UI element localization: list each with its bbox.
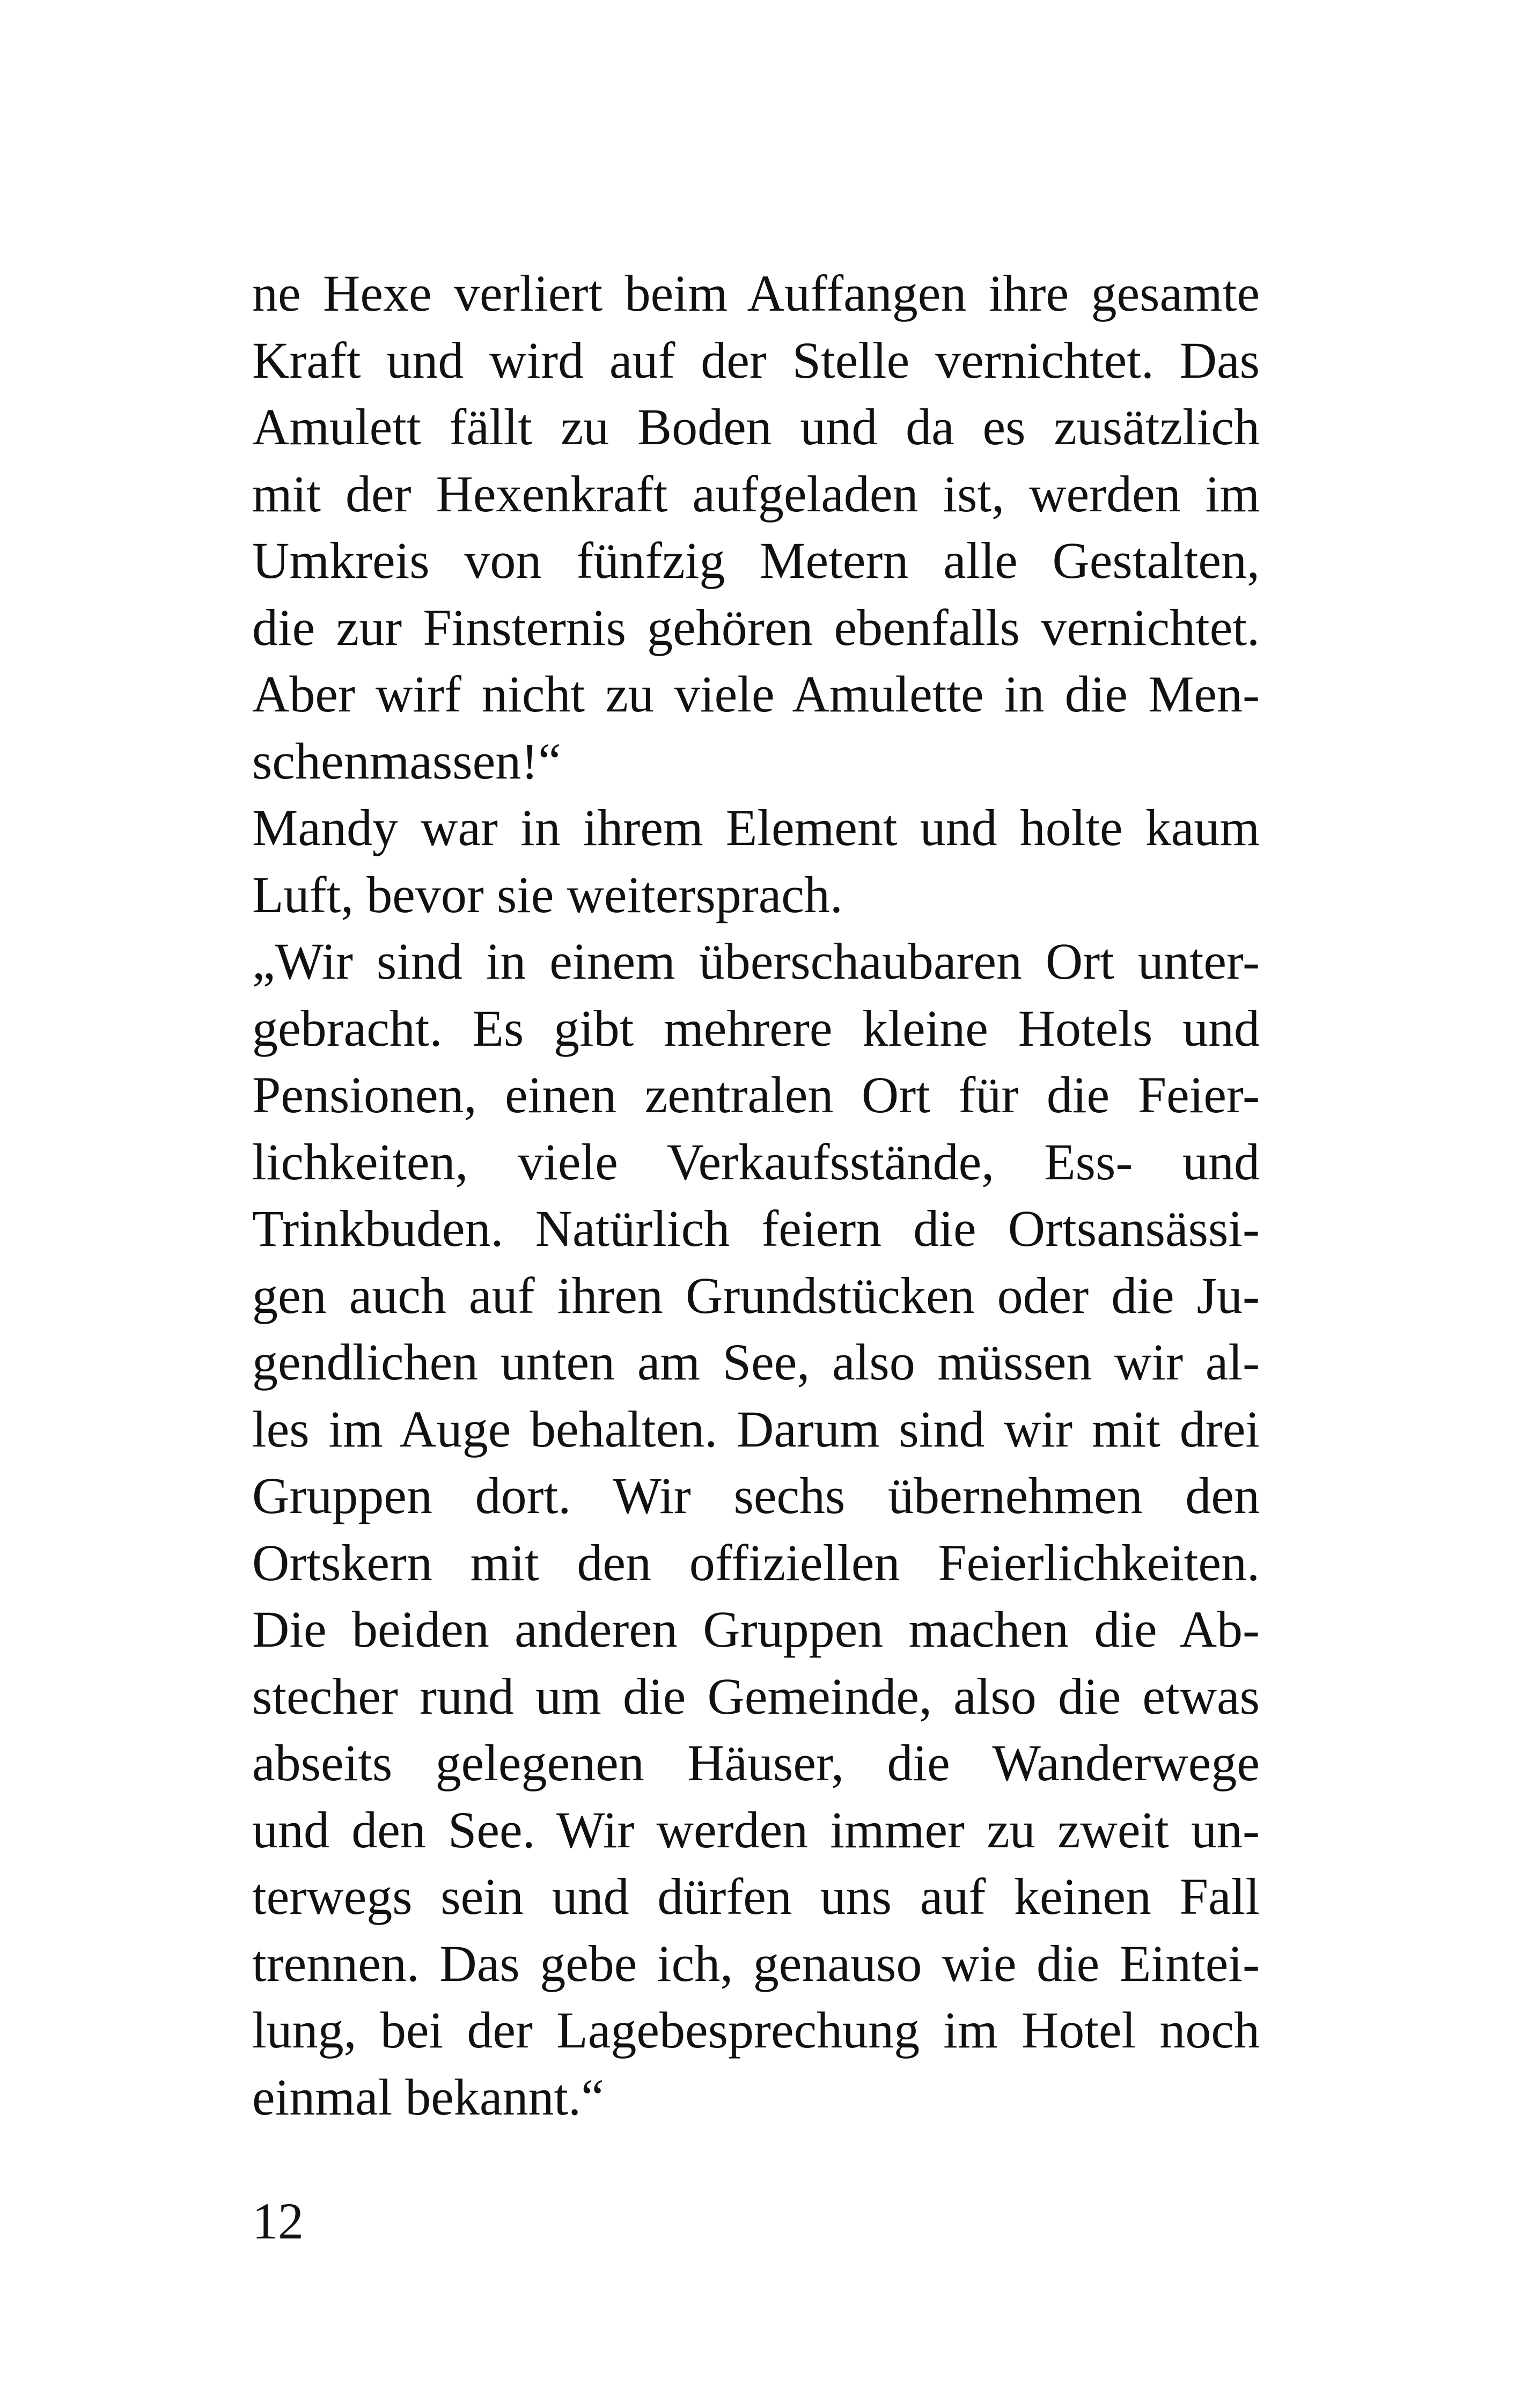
text-line: Trinkbuden. Natürlich feiern die Ortsansässi- — [252, 1200, 1260, 1257]
text-line: gebracht. Es gibt mehrere kleine Hotels und — [252, 999, 1260, 1057]
text-line: die zur Finsternis gehören ebenfalls vernichtet. — [252, 598, 1260, 656]
text-line: stecher rund um die Gemeinde, also die etwas — [252, 1667, 1260, 1725]
text-line: Aber wirf nicht zu viele Amulette in die Men- — [252, 665, 1260, 723]
text-line: ne Hexe verliert beim Auffangen ihre gesamte — [252, 265, 1260, 322]
text-line: Die beiden anderen Gruppen machen die Ab- — [252, 1601, 1260, 1658]
text-line: Kraft und wird auf der Stelle vernichtet. Das — [252, 331, 1260, 389]
text-line: schenmassen!“ — [252, 732, 561, 790]
text-line: lichkeiten, viele Verkaufsstände, Ess- und — [252, 1133, 1260, 1191]
text-line: einmal bekannt.“ — [252, 2068, 604, 2126]
text-line: trennen. Das gebe ich, genauso wie die Eintei- — [252, 1934, 1260, 1992]
text-line: Ortskern mit den offiziellen Feierlichkeiten. — [252, 1533, 1260, 1591]
page-number: 12 — [252, 2192, 304, 2250]
text-line: gen auch auf ihren Grundstücken oder die Ju- — [252, 1266, 1260, 1324]
text-line: Mandy war in ihrem Element und holte kaum — [252, 799, 1260, 856]
text-line: terwegs sein und dürfen uns auf keinen Fall — [252, 1868, 1260, 1925]
text-line: les im Auge behalten. Darum sind wir mit drei — [252, 1400, 1260, 1458]
text-line: „Wir sind in einem überschaubaren Ort unter- — [252, 933, 1260, 990]
text-line: und den See. Wir werden immer zu zweit un- — [252, 1801, 1260, 1859]
text-line: lung, bei der Lagebesprechung im Hotel noch — [252, 2001, 1260, 2059]
text-line: Umkreis von fünfzig Metern alle Gestalten, — [252, 532, 1260, 589]
text-line: Pensionen, einen zentralen Ort für die Feier- — [252, 1066, 1260, 1124]
text-line: abseits gelegenen Häuser, die Wanderwege — [252, 1734, 1260, 1792]
text-line: Amulett fällt zu Boden und da es zusätzlich — [252, 398, 1260, 456]
text-line: Luft, bevor sie weitersprach. — [252, 865, 843, 923]
text-line: gendlichen unten am See, also müssen wir al- — [252, 1333, 1260, 1391]
text-line: mit der Hexenkraft aufgeladen ist, werden im — [252, 465, 1260, 523]
body-text — [252, 260, 1260, 2131]
text-line: Gruppen dort. Wir sechs übernehmen den — [252, 1467, 1260, 1524]
